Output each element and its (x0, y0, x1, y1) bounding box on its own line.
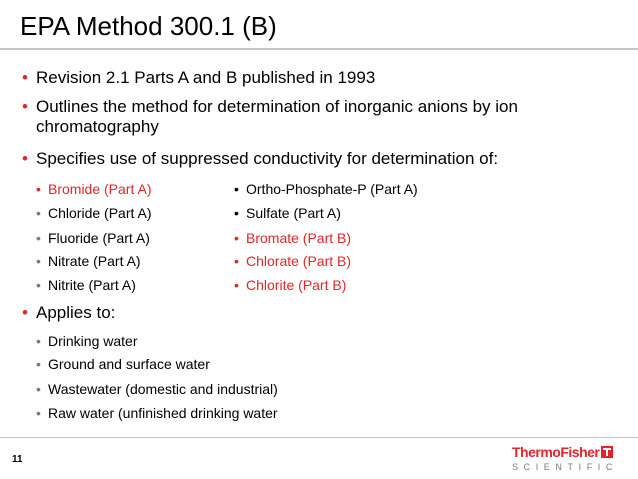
footer-divider (0, 437, 638, 438)
anion-chlorate: • Chlorate (Part B) (234, 253, 352, 269)
anion-chloride: • Chloride (Part A) (36, 205, 152, 221)
anion-bromide: • Bromide (Part A) (36, 181, 152, 197)
bullet-revision: • Revision 2.1 Parts A and B published in 1993 (22, 68, 376, 87)
bullet-dot: • (22, 68, 28, 87)
bullet-dot: • (36, 253, 41, 269)
title-divider (0, 48, 638, 50)
bullet-dot: • (22, 97, 28, 116)
logo-wordmark: ThermoFisher (512, 444, 600, 460)
bullet-outlines: • Outlines the method for determination of inorganic anions by ion chromatography (22, 97, 518, 136)
slide-title: EPA Method 300.1 (B) (20, 11, 277, 41)
bullet-dot: • (36, 277, 41, 293)
anion-chlorite: • Chlorite (Part B) (234, 277, 347, 293)
bullet-specifies: • Specifies use of suppressed conductivity for determination of: (22, 149, 499, 168)
bullet-dot: • (36, 381, 41, 397)
thermo-fisher-logo (512, 445, 630, 475)
logo-subtitle: SCIENTIFIC (512, 462, 619, 472)
applies-raw-water: • Raw water (unfinished drinking water (36, 405, 278, 421)
bullet-dot: • (36, 205, 41, 221)
anion-sulfate: • Sulfate (Part A) (234, 205, 341, 221)
bullet-dot: • (36, 181, 41, 197)
bullet-dot: • (22, 149, 28, 168)
bullet-dot: • (234, 277, 239, 293)
bullet-dot: • (234, 205, 239, 221)
applies-drinking-water: • Drinking water (36, 333, 138, 349)
bullet-dot: • (36, 230, 41, 246)
page-number: 11 (12, 454, 23, 465)
bullet-dot: • (22, 303, 28, 322)
bullet-dot: • (234, 230, 239, 246)
anion-ortho-phosphate: • Ortho-Phosphate-P (Part A) (234, 181, 418, 197)
bullet-dot: • (36, 333, 41, 349)
applies-wastewater: • Wastewater (domestic and industrial) (36, 381, 278, 397)
bullet-dot: • (36, 356, 41, 372)
logo-mark-icon (601, 446, 613, 458)
bullet-dot: • (36, 405, 41, 421)
bullet-applies: • Applies to: (22, 303, 116, 322)
anion-bromate: • Bromate (Part B) (234, 230, 352, 246)
bullet-dot: • (234, 181, 239, 197)
anion-nitrite: • Nitrite (Part A) (36, 277, 136, 293)
bullet-dot: • (234, 253, 239, 269)
applies-ground-surface-water: • Ground and surface water (36, 356, 210, 372)
anion-fluoride: • Fluoride (Part A) (36, 230, 150, 246)
anion-nitrate: • Nitrate (Part A) (36, 253, 141, 269)
